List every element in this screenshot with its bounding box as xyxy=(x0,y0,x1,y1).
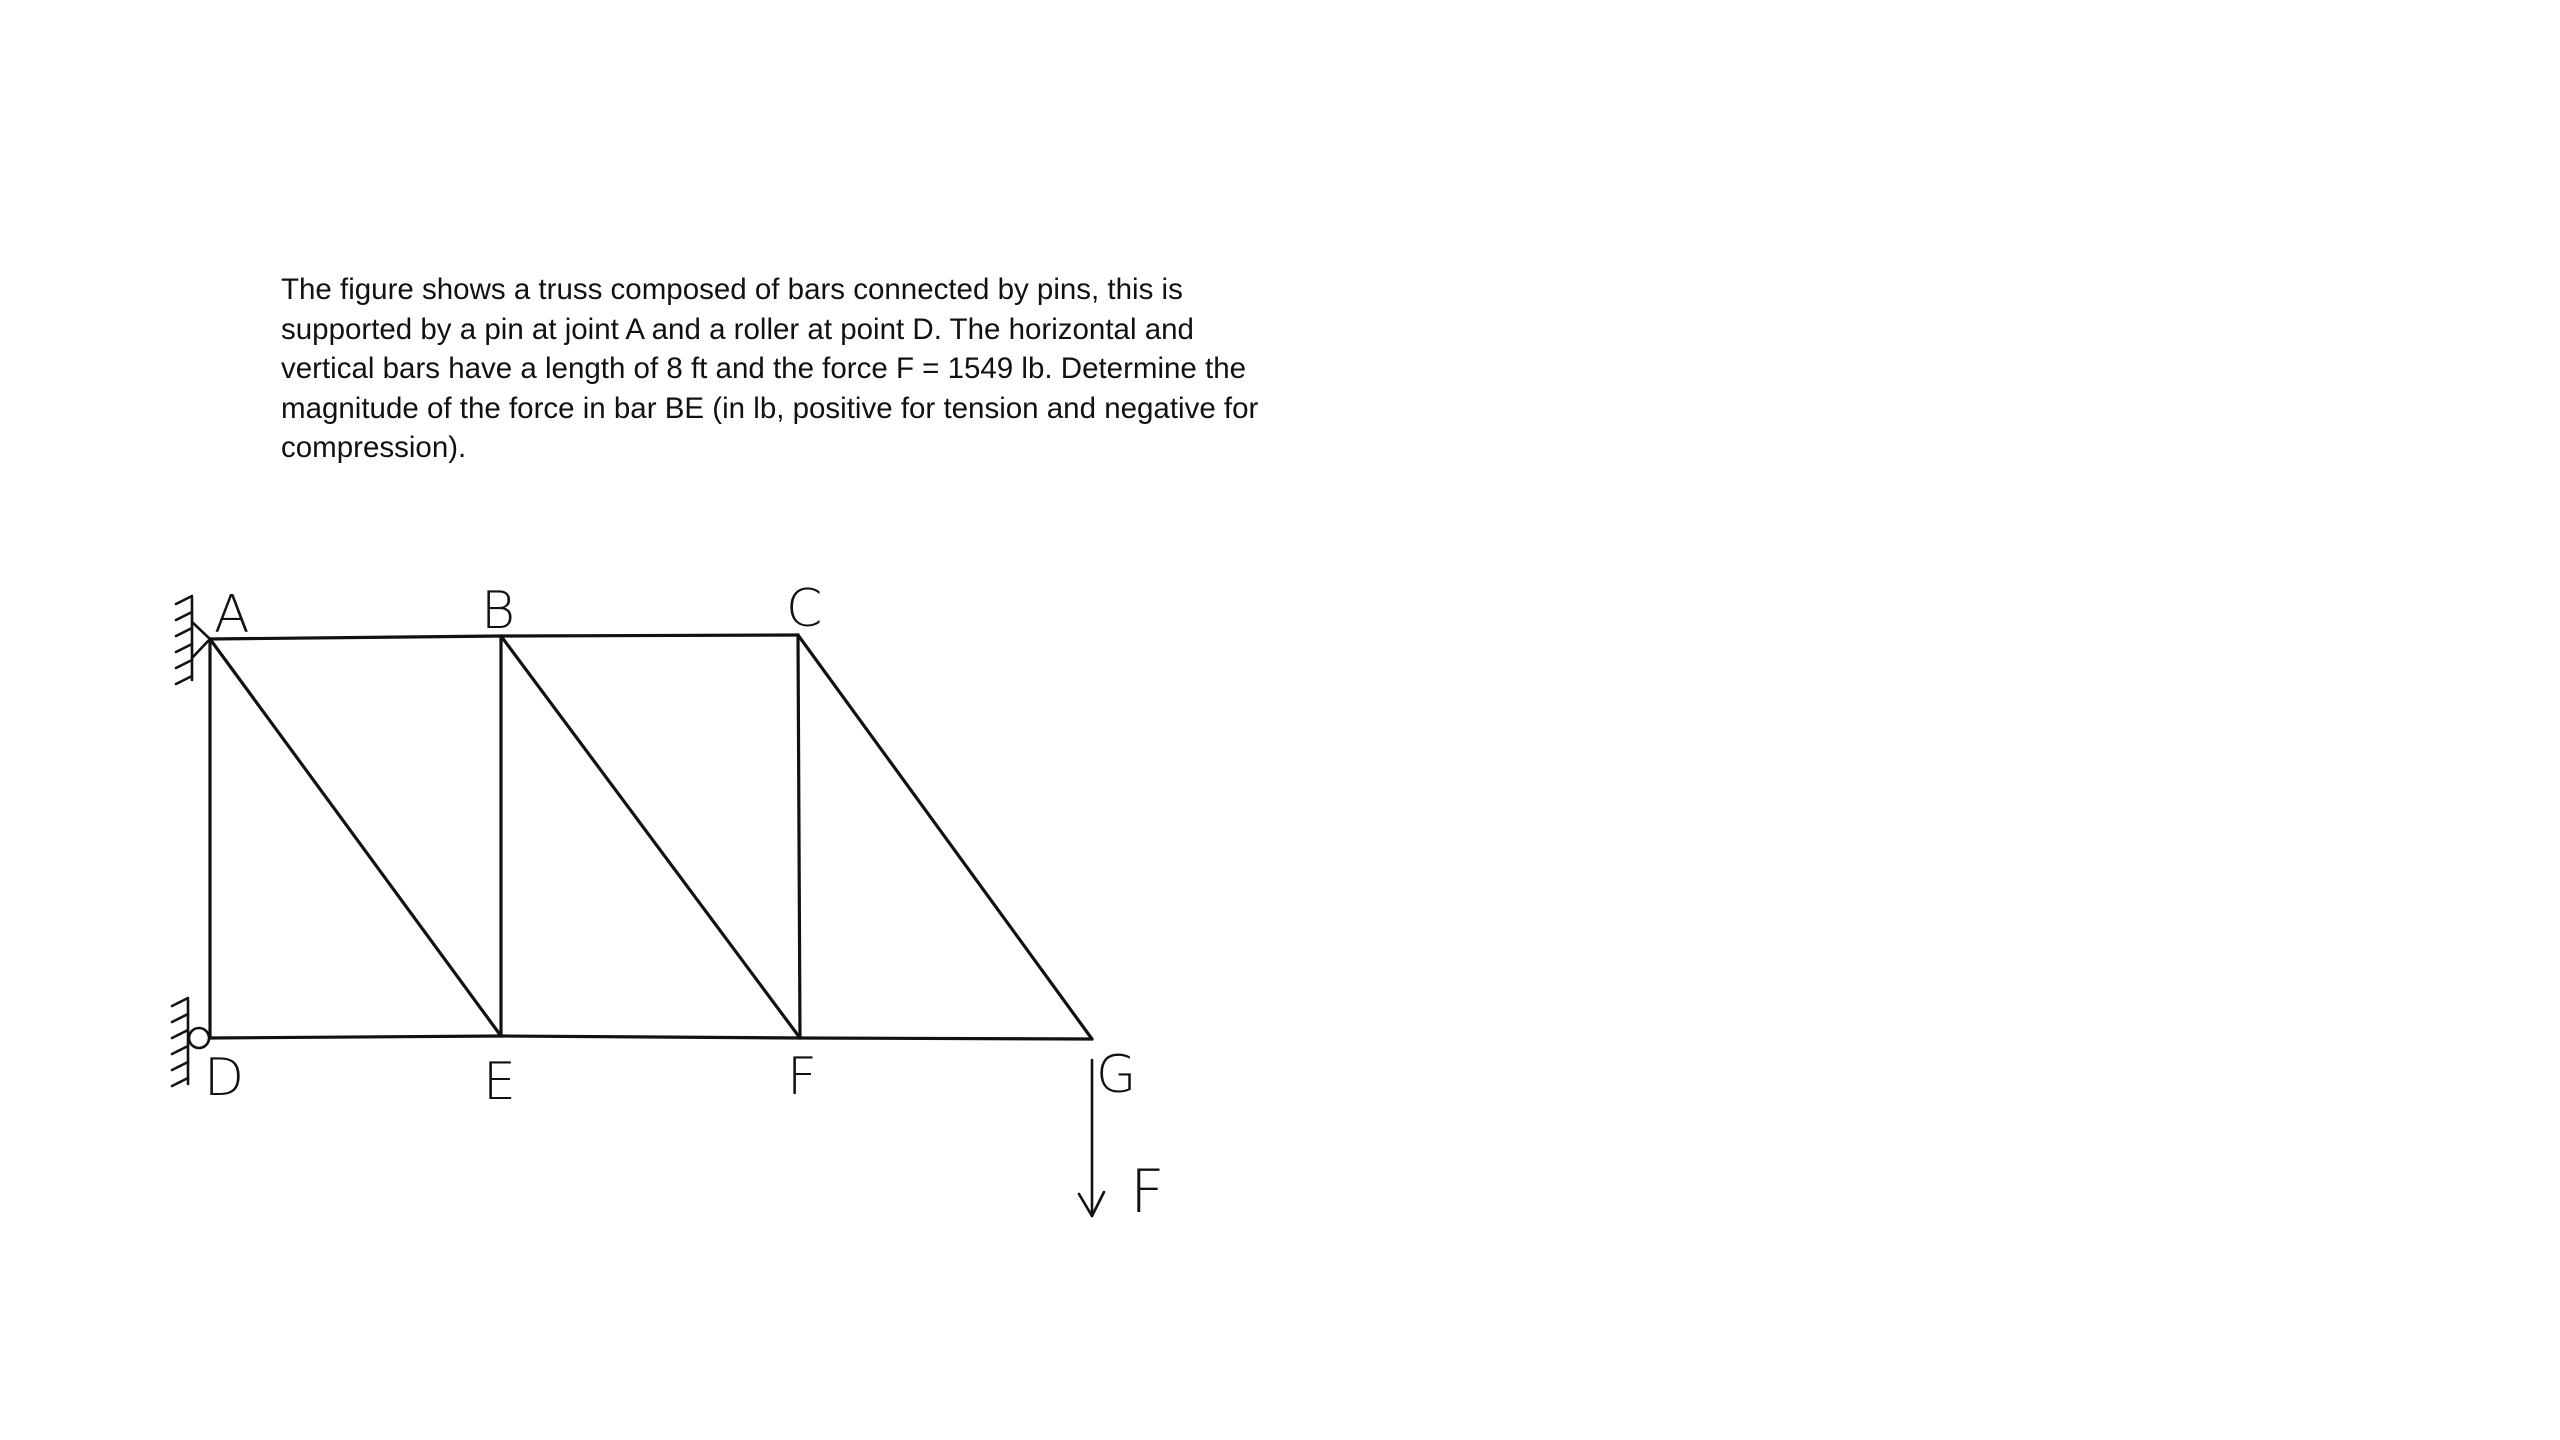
bar-fg xyxy=(800,1038,1092,1039)
joint-label-g: G xyxy=(1096,1045,1137,1105)
bar-cf xyxy=(798,635,800,1038)
joint-label-f: F xyxy=(787,1047,817,1107)
bar-cg xyxy=(798,635,1092,1039)
pin-support-a xyxy=(176,596,210,684)
joint-label-e: E xyxy=(483,1052,516,1112)
bar-ab xyxy=(210,636,501,639)
joint-label-a: A xyxy=(214,585,250,645)
bar-ae xyxy=(210,639,501,1036)
joint-label-b: B xyxy=(481,581,516,641)
bar-bf xyxy=(501,636,800,1038)
joint-label-d: D xyxy=(204,1048,245,1108)
bar-bc xyxy=(501,635,798,636)
bar-ef xyxy=(501,1036,800,1038)
problem-statement: The figure shows a truss composed of bars connected by pins, this is supported by a pin at joint A and a roller at point D. The horizontal and vertical bars have a length of 8 ft and the force F = 1549 lb. Determine the magnitude of the force in bar BE (in lb, positive for tension and negative for compression). xyxy=(281,273,1259,464)
joint-label-c: C xyxy=(786,579,823,639)
load-label: F xyxy=(1130,1157,1165,1227)
bar-de xyxy=(210,1036,501,1038)
